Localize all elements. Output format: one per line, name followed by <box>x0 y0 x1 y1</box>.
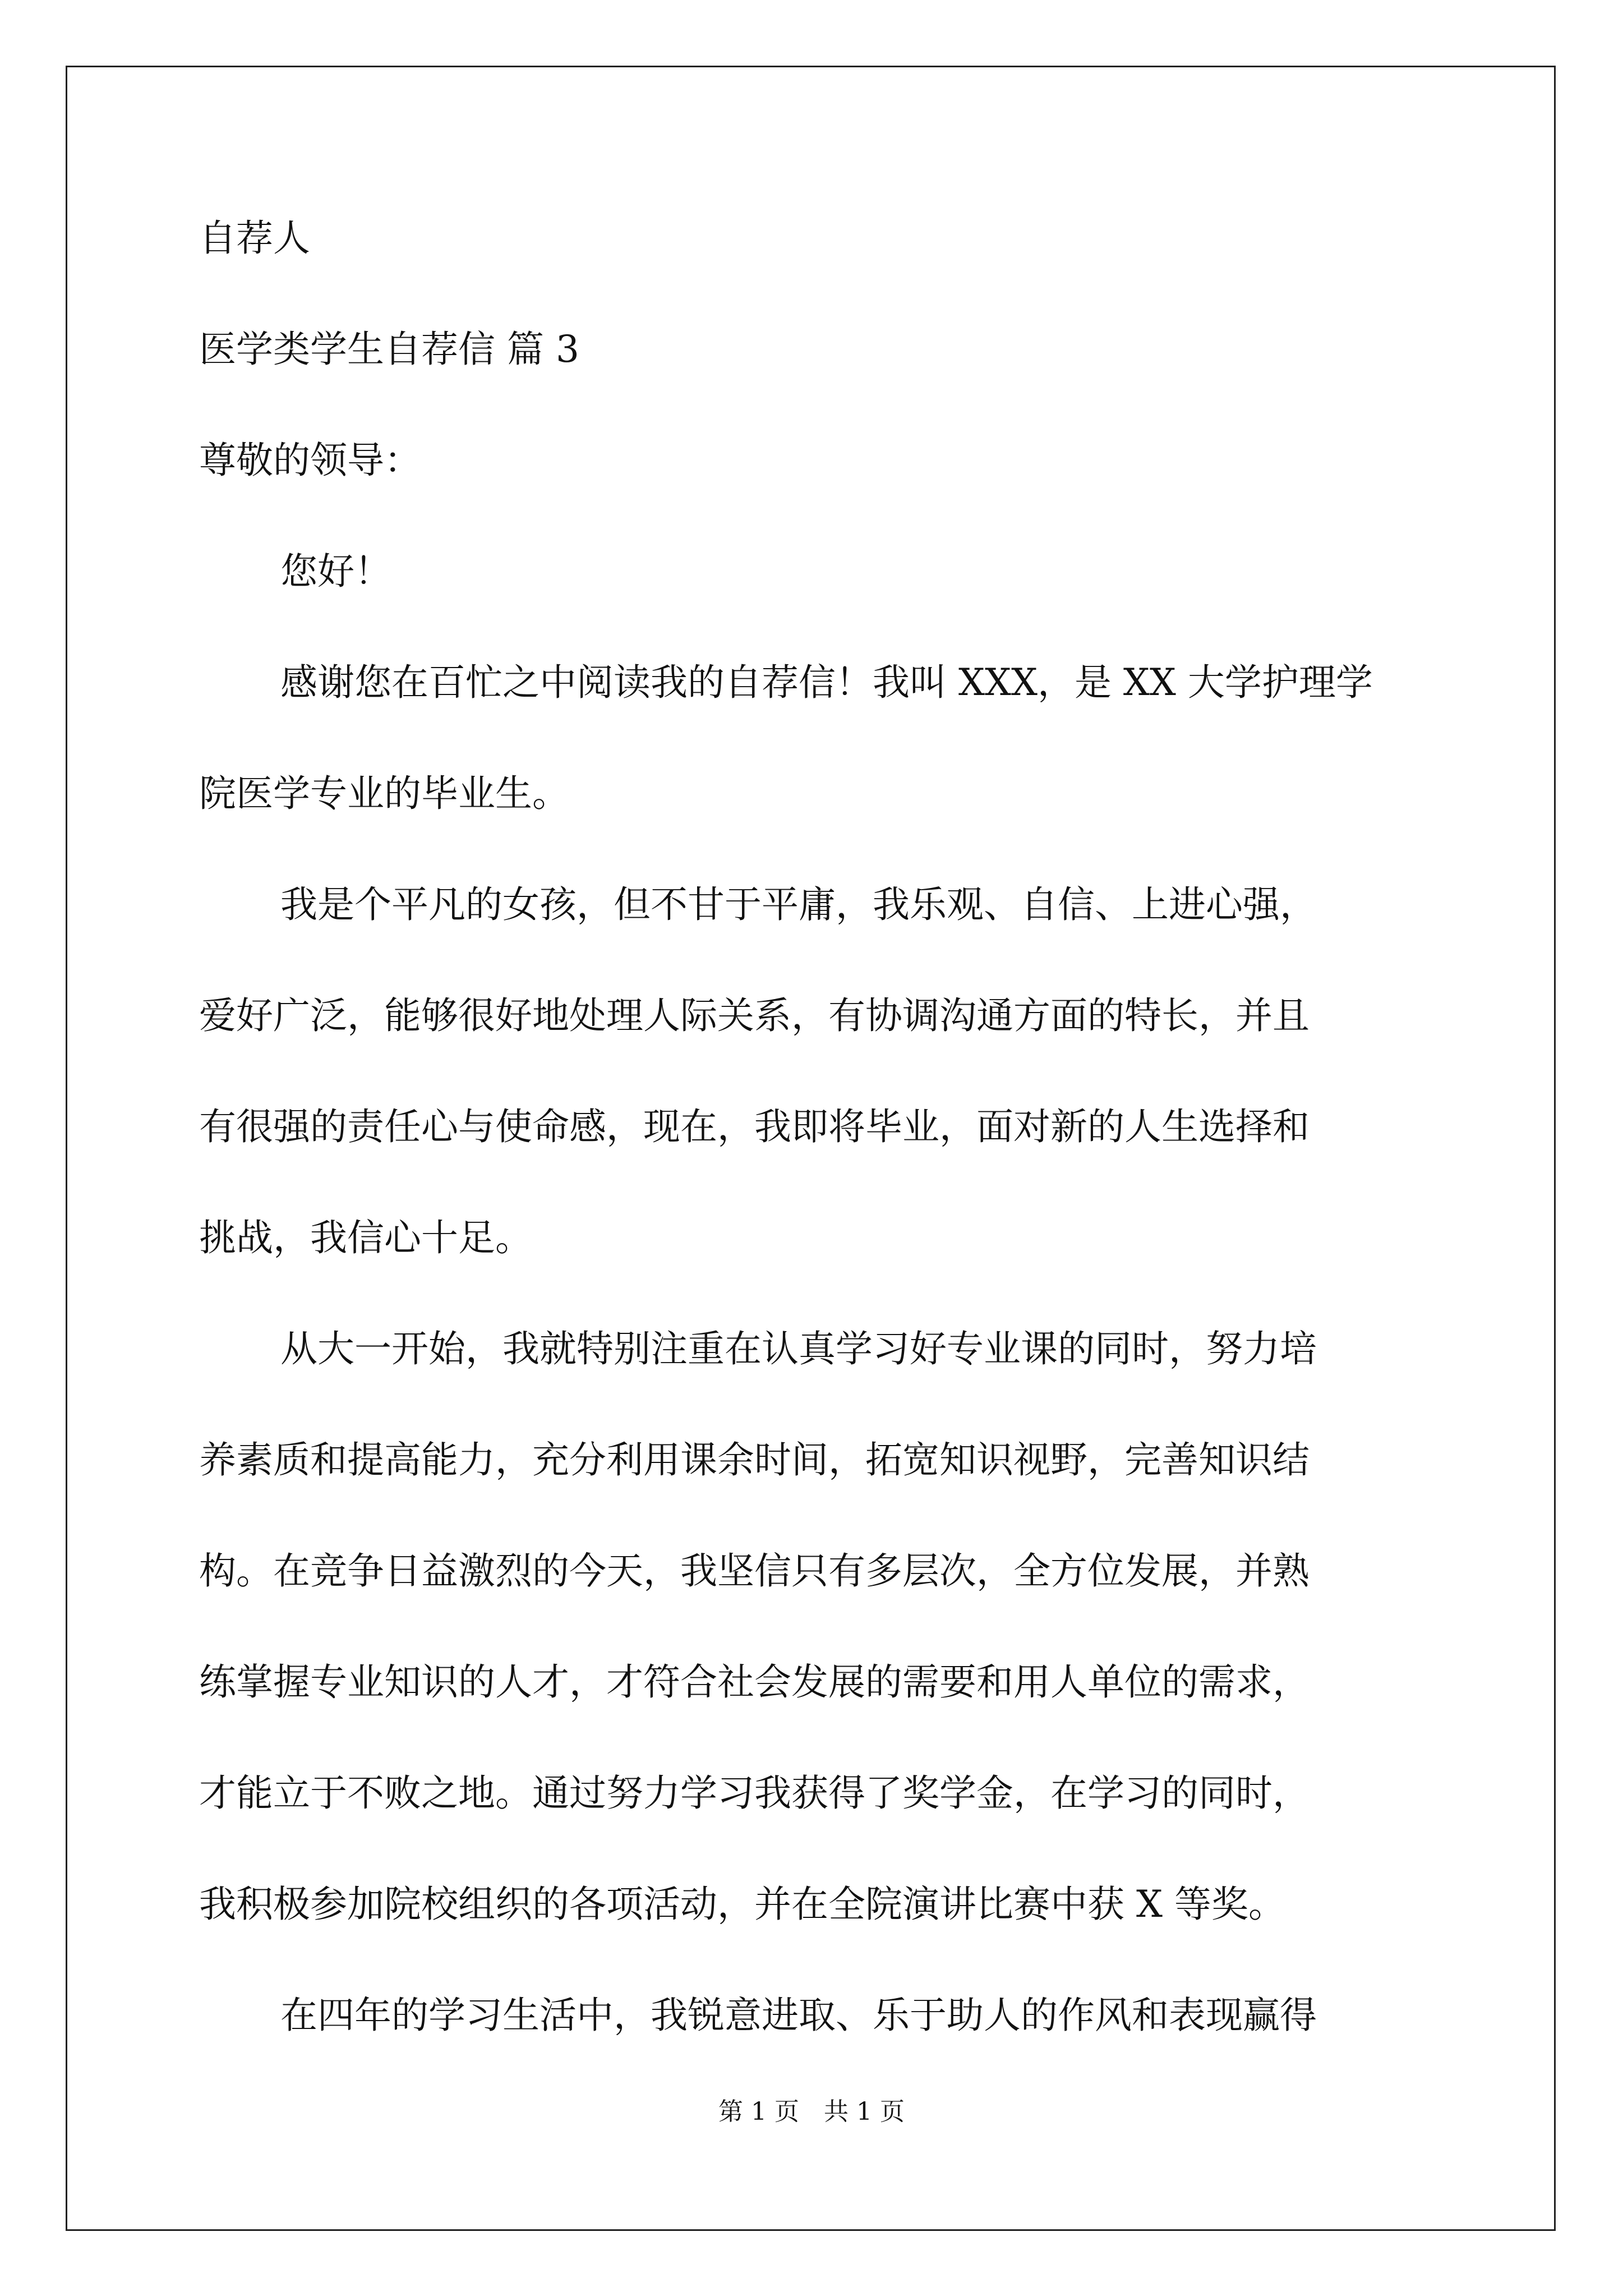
page-number-footer: 第 1 页 共 1 页 <box>718 2097 905 2126</box>
paragraph-line: 感谢您在百忙之中阅读我的自荐信！我叫 XXX，是 XX 大学护理学 <box>280 661 1373 704</box>
paragraph-line: 练掌握专业知识的人才，才符合社会发展的需要和用人单位的需求， <box>199 1660 1310 1704</box>
paragraph-line: 爱好广泛，能够很好地处理人际关系，有协调沟通方面的特长，并且 <box>199 994 1310 1037</box>
paragraph-line: 我积极参加院校组织的各项活动，并在全院演讲比赛中获 X 等奖。 <box>199 1883 1285 1926</box>
signature-line: 自荐人 <box>199 217 310 260</box>
greeting: 您好！ <box>280 550 391 593</box>
paragraph-line: 我是个平凡的女孩，但不甘于平庸，我乐观、自信、上进心强， <box>280 883 1317 926</box>
salutation: 尊敬的领导： <box>199 439 421 482</box>
section-title: 医学类学生自荐信 篇 3 <box>199 328 579 371</box>
paragraph-line: 在四年的学习生活中，我锐意进取、乐于助人的作风和表现赢得 <box>280 1994 1317 2037</box>
paragraph-line: 养素质和提高能力，充分利用课余时间，拓宽知识视野，完善知识结 <box>199 1438 1310 1481</box>
paragraph-line: 院医学专业的毕业生。 <box>199 772 569 815</box>
paragraph-line: 从大一开始，我就特别注重在认真学习好专业课的同时，努力培 <box>280 1327 1317 1370</box>
paragraph-line: 有很强的责任心与使命感，现在，我即将毕业，面对新的人生选择和 <box>199 1105 1310 1148</box>
paragraph-line: 才能立于不败之地。通过努力学习我获得了奖学金，在学习的同时， <box>199 1772 1310 1815</box>
paragraph-line: 构。在竞争日益激烈的今天，我坚信只有多层次，全方位发展，并熟 <box>199 1549 1310 1593</box>
paragraph-line: 挑战，我信心十足。 <box>199 1216 532 1259</box>
